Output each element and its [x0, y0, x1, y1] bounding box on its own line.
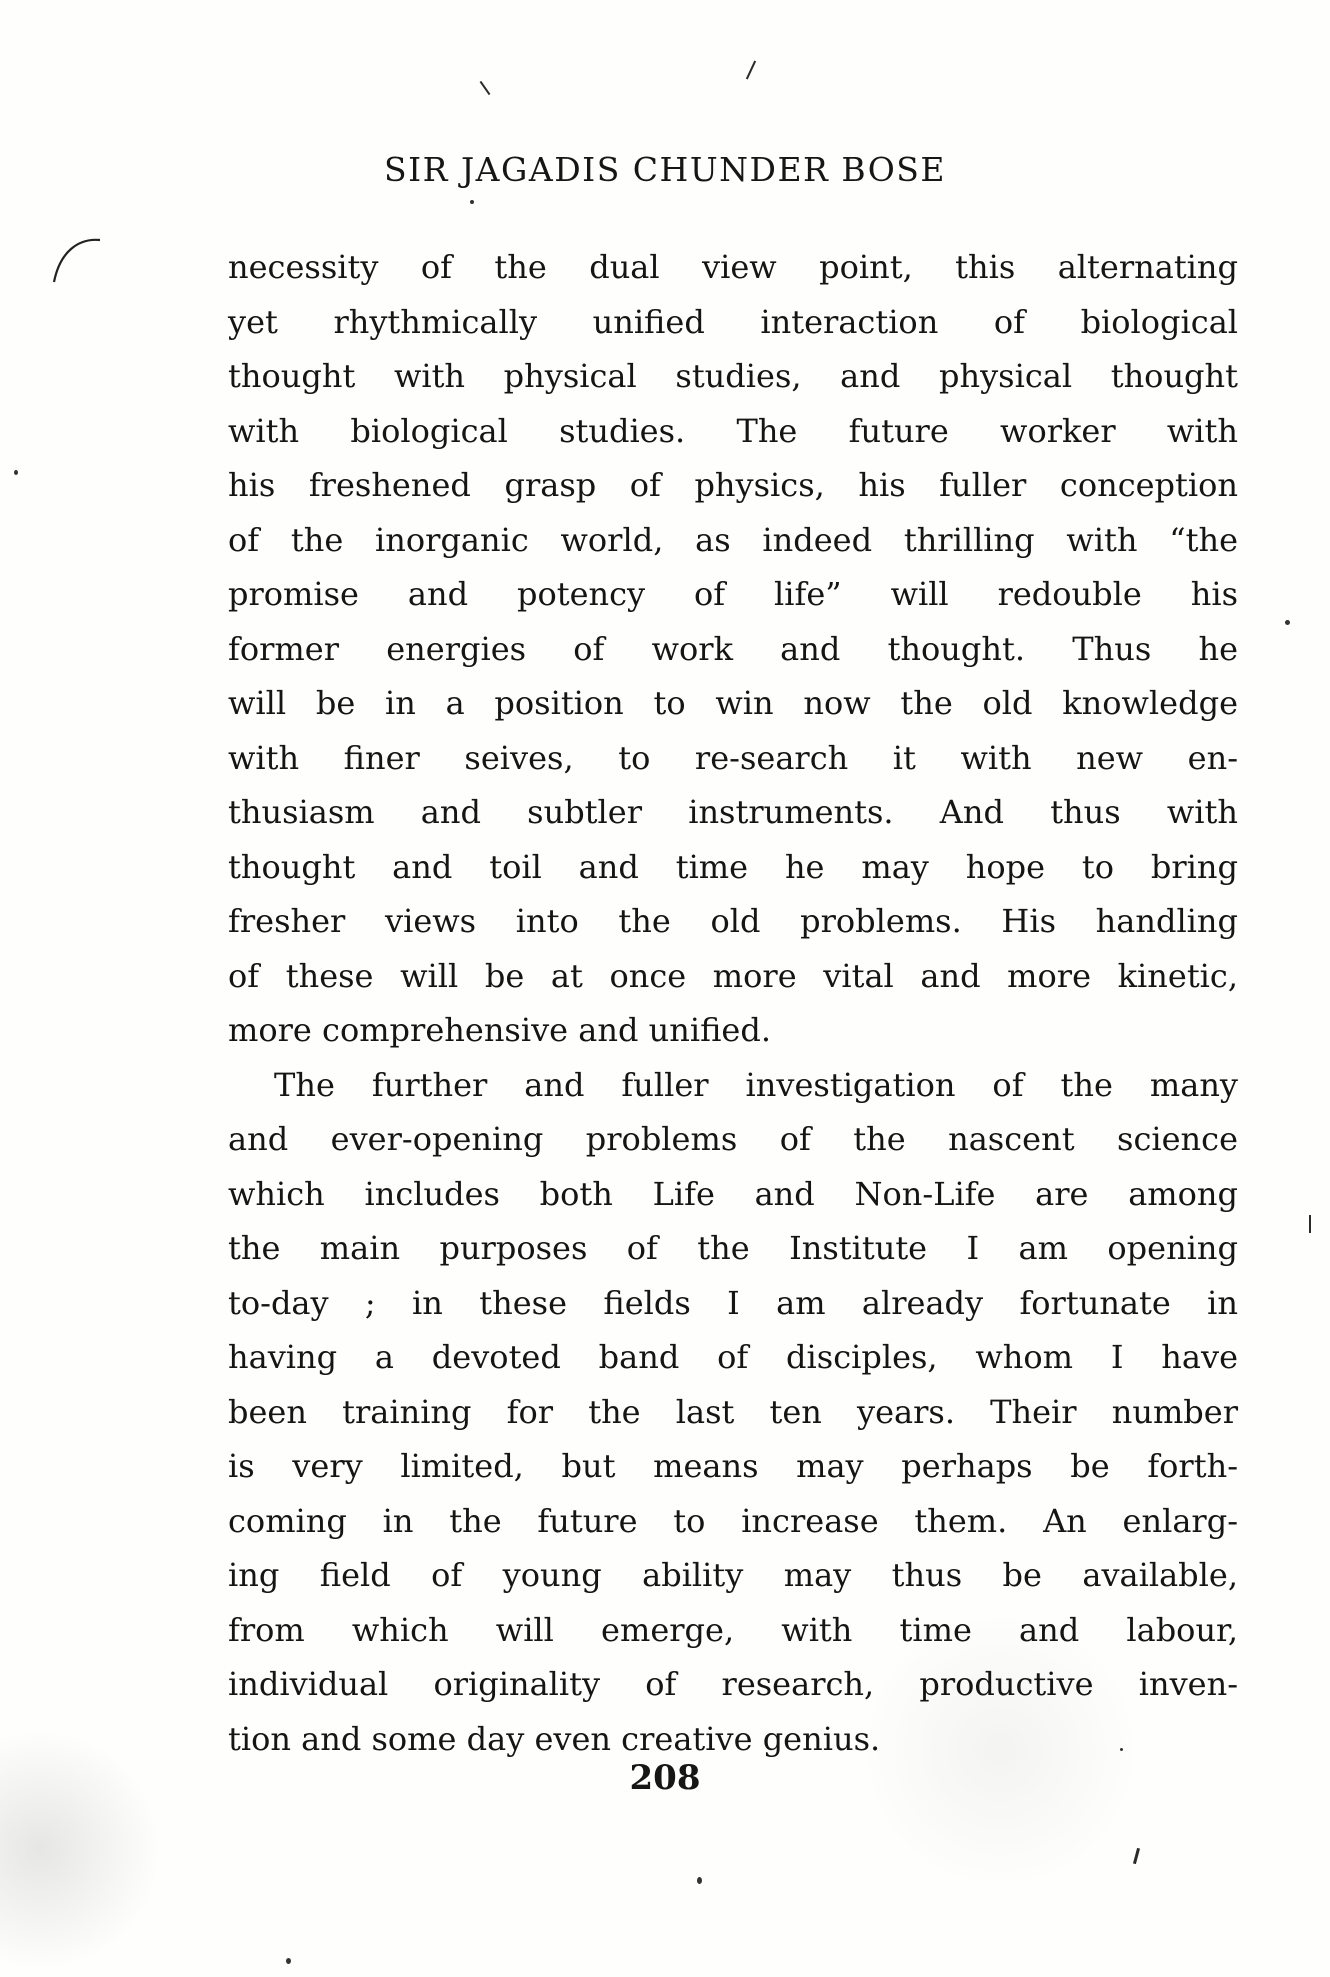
text-line: thought and toil and time he may hope to bring: [228, 847, 1238, 886]
text-line: of these will be at once more vital and more kinetic,: [228, 956, 1238, 995]
text-line: promise and potency of life” will redouble his: [228, 575, 1238, 613]
text-line: having a devoted band of disciples, whom I have: [228, 1338, 1238, 1376]
text-line: yet rhythmically unified interaction of biological: [228, 302, 1238, 341]
text-line: coming in the future to increase them. An enlarg-: [228, 1501, 1238, 1540]
scan-speck: [1133, 1848, 1140, 1864]
scan-speck: [697, 1877, 702, 1884]
text-line: and ever-opening problems of the nascent science: [228, 1120, 1238, 1158]
scan-speck: [746, 61, 756, 80]
paragraph-2: [228, 1058, 1238, 1767]
text-line: ing field of young ability may thus be available,: [228, 1556, 1238, 1594]
text-line: of the inorganic world, as indeed thrilling with “the: [228, 520, 1238, 559]
text-line: with finer seives, to re-search it with new en-: [228, 738, 1238, 777]
text-line: thusiasm and subtler instruments. And thus with: [228, 793, 1238, 831]
body-text: [228, 240, 1238, 1766]
scan-speck: [1120, 1748, 1123, 1751]
text-line: is very limited, but means may perhaps be forth-: [228, 1447, 1238, 1485]
text-line: tion and some day even creative genius.: [228, 1719, 881, 1758]
text-line: individual originality of research, productive inven-: [228, 1665, 1238, 1703]
scan-speck: [470, 200, 474, 204]
text-line: will be in a position to win now the old knowledge: [228, 684, 1238, 722]
text-line: with biological studies. The future worker with: [228, 411, 1238, 450]
text-line: his freshened grasp of physics, his fuller conception: [228, 466, 1238, 504]
text-line: which includes both Life and Non-Life are among: [228, 1174, 1238, 1213]
scan-speck: [1285, 620, 1290, 625]
page-number: 208: [629, 1758, 701, 1798]
scan-speck: [286, 1958, 291, 1964]
paragraph-1: [228, 240, 1238, 1058]
text-line: fresher views into the old problems. His handling: [228, 902, 1238, 940]
scan-speck: [14, 470, 18, 475]
text-line: from which will emerge, with time and labour,: [228, 1610, 1238, 1649]
text-line: to-day ; in these fields I am already fortunate in: [228, 1283, 1238, 1322]
text-line: the main purposes of the Institute I am opening: [228, 1229, 1238, 1267]
running-head: SIR JAGADIS CHUNDER BOSE: [383, 150, 947, 189]
text-line: more comprehensive and unified.: [228, 1011, 771, 1049]
text-line: former energies of work and thought. Thus he: [228, 629, 1238, 668]
text-line: thought with physical studies, and physical thought: [228, 357, 1238, 395]
text-line: been training for the last ten years. Their number: [228, 1392, 1238, 1431]
scan-speck: [1309, 1215, 1311, 1233]
margin-mark-icon: [48, 232, 108, 292]
scan-speck: [480, 81, 491, 95]
text-line: necessity of the dual view point, this alternating: [228, 248, 1238, 286]
text-line: The further and fuller investigation of the many: [274, 1065, 1238, 1104]
